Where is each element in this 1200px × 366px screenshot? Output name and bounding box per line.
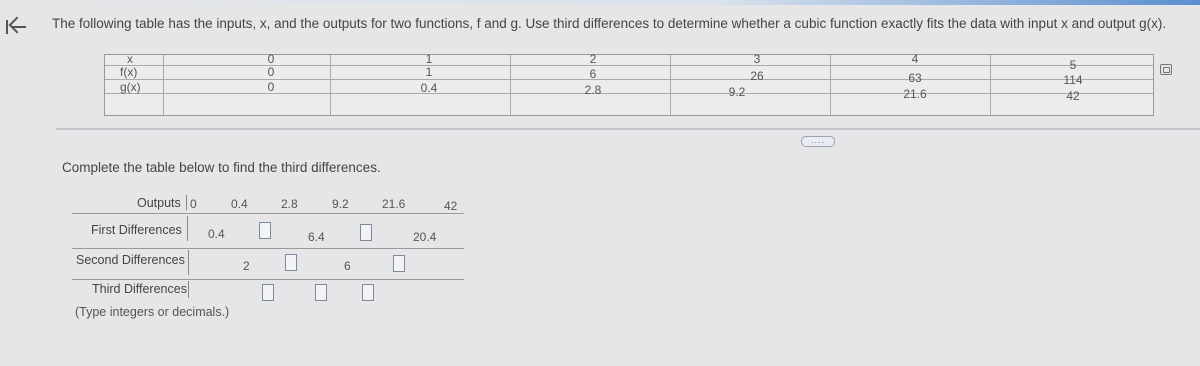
- row-divider: [72, 279, 464, 280]
- outputs-label: Outputs: [137, 196, 181, 210]
- table-cell: 114: [1063, 73, 1083, 87]
- second-difference-value: 2: [243, 259, 250, 273]
- first-difference-input[interactable]: [259, 222, 271, 239]
- table-cell: 0: [267, 52, 275, 66]
- table-cell: 2: [589, 52, 597, 66]
- table-row-g: [105, 80, 1153, 103]
- table-cell: 4: [911, 52, 919, 66]
- second-difference-input[interactable]: [285, 254, 297, 271]
- outputs-separator: [186, 195, 187, 210]
- row-divider: [72, 213, 464, 214]
- third-separator: [188, 281, 189, 298]
- second-differences-label: Second Differences: [76, 253, 185, 267]
- first-differences-label: First Differences: [91, 223, 182, 237]
- table-cell: 42: [1066, 89, 1080, 103]
- output-value: 0.4: [231, 197, 248, 211]
- first-separator: [187, 216, 188, 241]
- more-options-button[interactable]: ....: [801, 136, 835, 147]
- row-divider: [72, 248, 464, 249]
- first-difference-input[interactable]: [360, 224, 372, 241]
- table-cell: 3: [753, 52, 761, 66]
- expand-table-icon[interactable]: [1160, 64, 1172, 75]
- table-cell: 0: [267, 80, 275, 94]
- table-cell: 6: [589, 67, 597, 81]
- table-cell: 0: [267, 65, 275, 79]
- row-label: f(x): [120, 65, 138, 79]
- data-table: [104, 54, 1154, 116]
- third-difference-input[interactable]: [362, 284, 374, 301]
- third-difference-input[interactable]: [262, 284, 274, 301]
- first-difference-value: 20.4: [413, 230, 437, 244]
- table-cell: 9.2: [728, 85, 746, 99]
- output-value: 0: [190, 197, 197, 211]
- table-cell: 1: [425, 52, 433, 66]
- output-value: 21.6: [382, 197, 406, 211]
- section-divider: [56, 128, 1200, 130]
- table-cell: 26: [750, 69, 764, 83]
- table-cell: 2.8: [584, 83, 602, 97]
- row-label: g(x): [120, 80, 141, 94]
- output-value: 2.8: [281, 197, 298, 211]
- second-difference-value: 6: [344, 259, 351, 273]
- output-value: 9.2: [332, 197, 349, 211]
- second-separator: [188, 250, 189, 275]
- row-label: x: [127, 52, 133, 66]
- instruction-text: Complete the table below to find the third differences.: [62, 160, 381, 175]
- output-value: 42: [444, 199, 458, 213]
- table-cell: 63: [908, 71, 922, 85]
- top-accent-bar: [0, 0, 1200, 5]
- second-difference-input[interactable]: [393, 255, 405, 272]
- first-difference-value: 0.4: [208, 227, 225, 241]
- first-difference-value: 6.4: [308, 230, 325, 244]
- question-text: The following table has the inputs, x, and the outputs for two functions, f and g. Use third differences to determine whether a cubic function exactly fits the data with input x and output g(x).: [52, 16, 1167, 31]
- answer-format-note: (Type integers or decimals.): [75, 305, 230, 319]
- table-cell: 0.4: [420, 81, 438, 95]
- third-differences-label: Third Differences: [92, 282, 187, 296]
- third-difference-input[interactable]: [315, 284, 327, 301]
- table-cell: 21.6: [903, 87, 927, 101]
- table-cell: 1: [425, 65, 433, 79]
- table-cell: 5: [1069, 58, 1077, 72]
